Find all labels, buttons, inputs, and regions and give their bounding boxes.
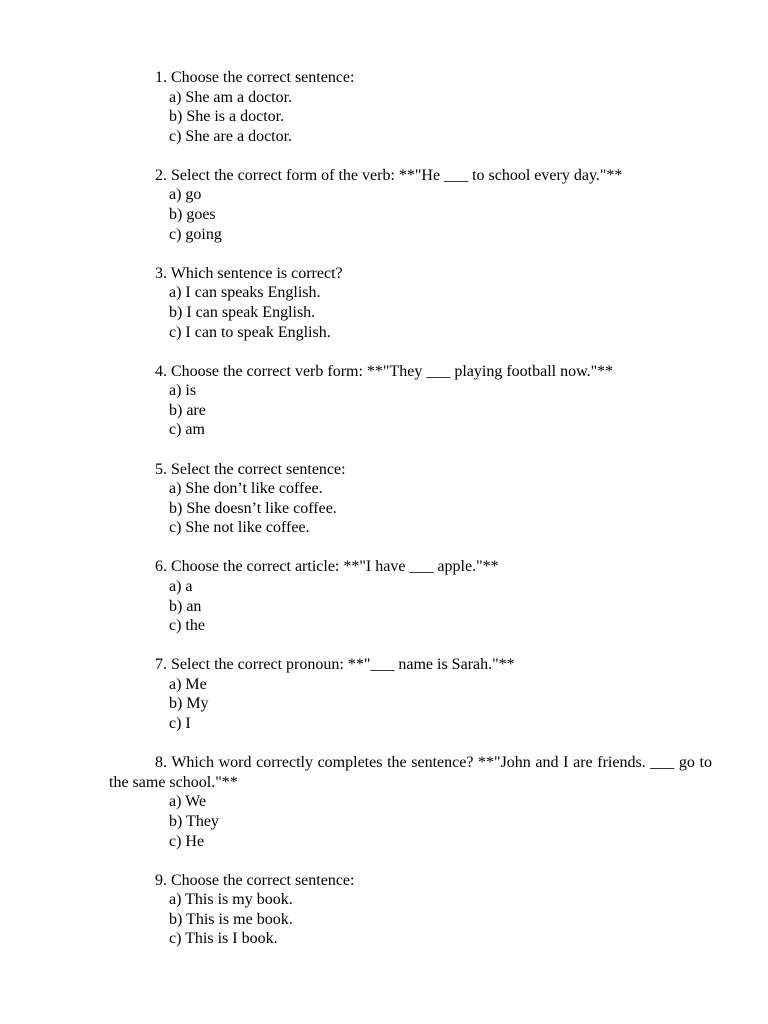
option-list: [109, 479, 712, 538]
option-c: c) I can to speak English.: [169, 323, 331, 341]
question-text: 7. Select the correct pronoun: **"___ name is Sarah."**: [155, 656, 515, 674]
option-b: b) She is a doctor.: [169, 108, 285, 126]
option-c: c) I: [169, 715, 191, 733]
question-4: [109, 362, 712, 440]
option-list: [109, 792, 712, 851]
option-c: c) the: [169, 617, 205, 635]
question-3: [109, 264, 712, 342]
option-a: a) This is my book.: [169, 891, 293, 909]
option-b: b) goes: [169, 206, 216, 224]
option-list: [109, 577, 712, 636]
question-2: [109, 166, 712, 244]
option-b: b) an: [169, 597, 202, 615]
question-text: 9. Choose the correct sentence:: [155, 871, 355, 889]
option-b: b) She doesn’t like coffee.: [169, 499, 337, 517]
option-a: a) a: [169, 577, 193, 595]
option-a: a) Me: [169, 675, 207, 693]
option-c: c) She not like coffee.: [169, 519, 310, 537]
option-b: b) My: [169, 695, 209, 713]
option-c: c) am: [169, 421, 205, 439]
option-b: b) I can speak English.: [169, 303, 316, 321]
option-b: b) are: [169, 401, 206, 419]
question-text: 4. Choose the correct verb form: **"They ___ playing football now."**: [155, 362, 614, 380]
option-list: [109, 675, 712, 734]
option-a: a) go: [169, 186, 202, 204]
option-c: c) going: [169, 225, 222, 243]
option-a: a) We: [169, 793, 207, 811]
question-text: 5. Select the correct sentence:: [155, 460, 346, 478]
option-list: [109, 890, 712, 949]
question-text: 8. Which word correctly completes the sentence? **"John and I are friends. ___ go to the same school."**: [109, 754, 712, 791]
question-text: 3. Which sentence is correct?: [155, 264, 343, 282]
option-a: a) I can speaks English.: [169, 284, 321, 302]
option-c: c) He: [169, 832, 205, 850]
question-8: [109, 753, 712, 851]
option-b: b) They: [169, 812, 219, 830]
option-c: c) This is I book.: [169, 930, 278, 948]
option-a: a) She don’t like coffee.: [169, 480, 323, 498]
option-b: b) This is me book.: [169, 910, 293, 928]
question-6: [109, 557, 712, 635]
option-list: [109, 381, 712, 440]
question-9: [109, 871, 712, 949]
question-5: [109, 460, 712, 538]
option-list: [109, 283, 712, 342]
option-a: a) She am a doctor.: [169, 88, 293, 106]
question-text: 2. Select the correct form of the verb: **"He ___ to school every day."**: [155, 166, 623, 184]
option-list: [109, 88, 712, 147]
option-a: a) is: [169, 382, 197, 400]
question-text: 6. Choose the correct article: **"I have ___ apple."**: [155, 558, 499, 576]
question-7: [109, 655, 712, 733]
option-c: c) She are a doctor.: [169, 127, 293, 145]
quiz-content: [109, 68, 712, 968]
question-text: 1. Choose the correct sentence:: [155, 69, 355, 86]
option-list: [109, 185, 712, 244]
question-1: [109, 68, 712, 146]
